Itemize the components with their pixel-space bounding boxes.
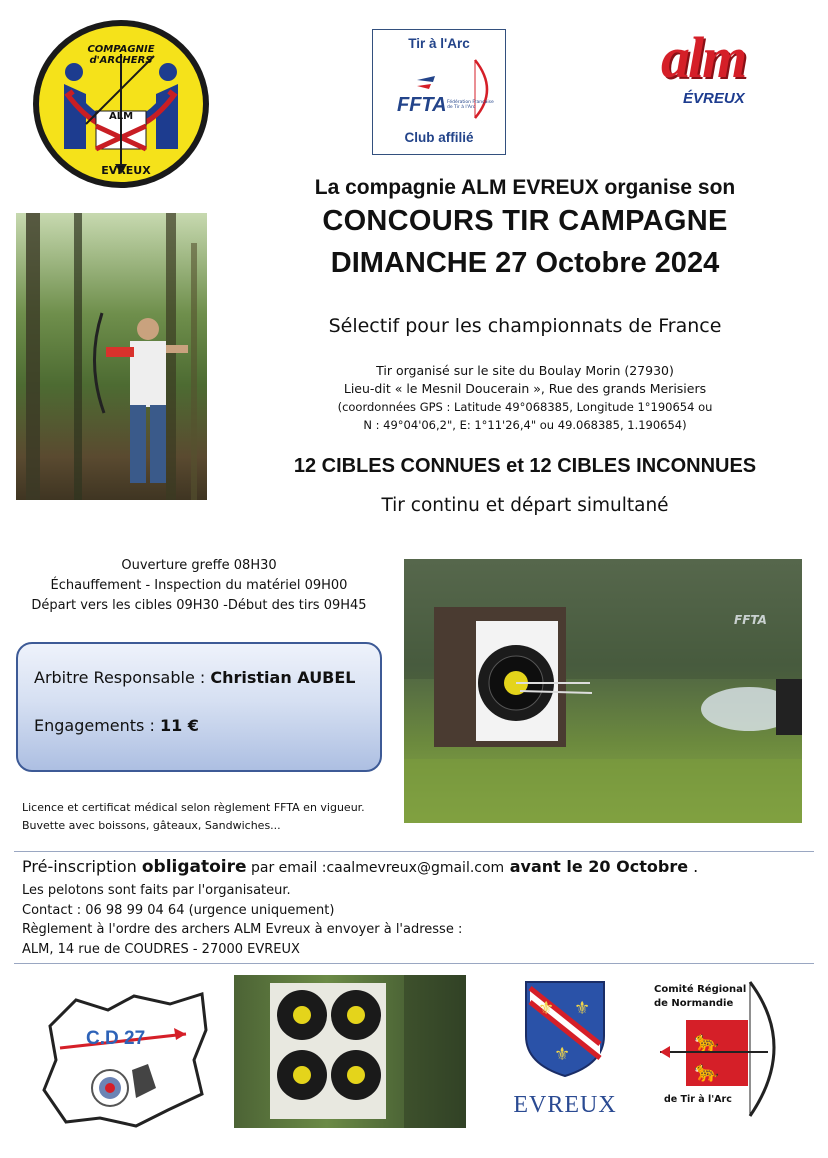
comite-normandie-logo (650, 976, 790, 1126)
alm-evreux-logo (655, 24, 805, 114)
divider-bottom (14, 963, 814, 964)
header-title: CONCOURS TIR CAMPAGNE (322, 205, 728, 237)
arbitre-label: Arbitre Responsable : (34, 668, 211, 687)
header-line-1: La compagnie ALM EVREUX organise son (314, 176, 736, 199)
schedule-line-2: Échauffement - Inspection du matériel 09H00 (50, 578, 348, 593)
preinscription-par-email: par email : (246, 860, 327, 876)
target-photo (404, 559, 802, 823)
site-line-4: N : 49°04'06,2", E: 1°11'26,4" ou 49.068385, 1.190654) (363, 418, 687, 432)
cd27-logo (36, 990, 211, 1130)
site-line-3: (coordonnées GPS : Latitude 49°068385, Longitude 1°190654 ou (337, 400, 713, 414)
licence-line-1: Licence et certificat médical selon règlement FFTA en vigueur. (22, 801, 365, 814)
svg-text:⚜: ⚜ (574, 998, 591, 1019)
contact-text: Contact : 06 98 99 04 64 (urgence uniquement) (22, 902, 335, 918)
engagements-row (34, 716, 199, 735)
preinscription-obligatoire: obligatoire (141, 857, 247, 877)
preinscription-line (22, 857, 822, 877)
site-line-2: Lieu-dit « le Mesnil Doucerain », Rue des grands Merisiers (343, 381, 707, 396)
engagements-label: Engagements : (34, 716, 160, 735)
schedule-line-1: Ouverture greffe 08H30 (121, 558, 277, 573)
licence-notes (22, 799, 402, 835)
comite-line-3: de Tir à l'Arc (664, 1094, 732, 1105)
evreux-city-logo (506, 980, 624, 1120)
preinscription-label: Pré-inscription (22, 857, 142, 876)
svg-text:🐆: 🐆 (694, 1029, 719, 1053)
site-line-1: Tir organisé sur le site du Boulay Morin (27930) (376, 363, 674, 378)
pelotons-text: Les pelotons sont faits par l'organisateur. (22, 883, 291, 898)
preinscription-email[interactable]: caalmevreux@gmail.com (326, 860, 505, 876)
evreux-shield-icon (524, 980, 606, 1078)
ffta-club-affilie: Club affilié (404, 130, 474, 145)
schedule-line-3: Départ vers les cibles 09H30 -Début des tirs 09H45 (31, 598, 367, 613)
selectif-text: Sélectif pour les championnats de France (328, 315, 722, 337)
svg-text:⚜: ⚜ (538, 998, 555, 1019)
svg-text:⚜: ⚜ (554, 1044, 571, 1065)
ffta-mark: FFTA (397, 94, 447, 116)
ffta-club-logo (372, 29, 506, 155)
licence-line-2: Buvette avec boissons, gâteaux, Sandwiches... (22, 819, 281, 832)
archer-photo (16, 213, 207, 500)
ffta-subtitle: Fédération Française de Tir à l'Arc (447, 100, 494, 110)
comite-line-2: de Normandie (654, 998, 734, 1009)
comite-line-1: Comité Régional (654, 984, 747, 995)
cd27-map-icon (36, 990, 211, 1130)
adresse-text: ALM, 14 rue de COUDRES - 27000 EVREUX (22, 941, 300, 957)
schedule (18, 556, 380, 616)
info-box (16, 642, 382, 772)
site-details (240, 362, 810, 434)
photo-watermark: FFTA (734, 613, 767, 627)
arbitre-row (34, 668, 356, 687)
evreux-city-text: EVREUX (513, 1092, 617, 1118)
preinscription-deadline: avant le 20 Octobre (504, 857, 689, 876)
compagnie-bottom-text: EVREUX (101, 164, 151, 177)
arbitre-name: Christian AUBEL (210, 668, 356, 687)
reglement-text: Règlement à l'ordre des archers ALM Evreux à envoyer à l'adresse : (22, 922, 463, 937)
cibles-heading: 12 CIBLES CONNUES et 12 CIBLES INCONNUES (293, 455, 757, 477)
ffta-top-text: Tir à l'Arc (408, 36, 470, 51)
preinscription-details (22, 881, 822, 959)
alm-mark: alm (661, 25, 746, 90)
preinscription-dot: . (688, 857, 699, 876)
header-date: DIMANCHE 27 Octobre 2024 (330, 247, 720, 279)
compagnie-top-text: COMPAGNIE d'ARCHERS (87, 44, 155, 66)
svg-text:🐆: 🐆 (694, 1059, 719, 1083)
compagnie-archers-logo (26, 14, 216, 194)
four-targets-photo (234, 975, 466, 1128)
tir-continu-text: Tir continu et départ simultané (381, 495, 669, 516)
cd27-text: C.D 27 (86, 1028, 146, 1049)
alm-sub: ÉVREUX (683, 90, 745, 107)
compagnie-center-text: ALM (108, 111, 134, 122)
divider-top (14, 851, 814, 852)
engagements-value: 11 € (159, 716, 199, 735)
